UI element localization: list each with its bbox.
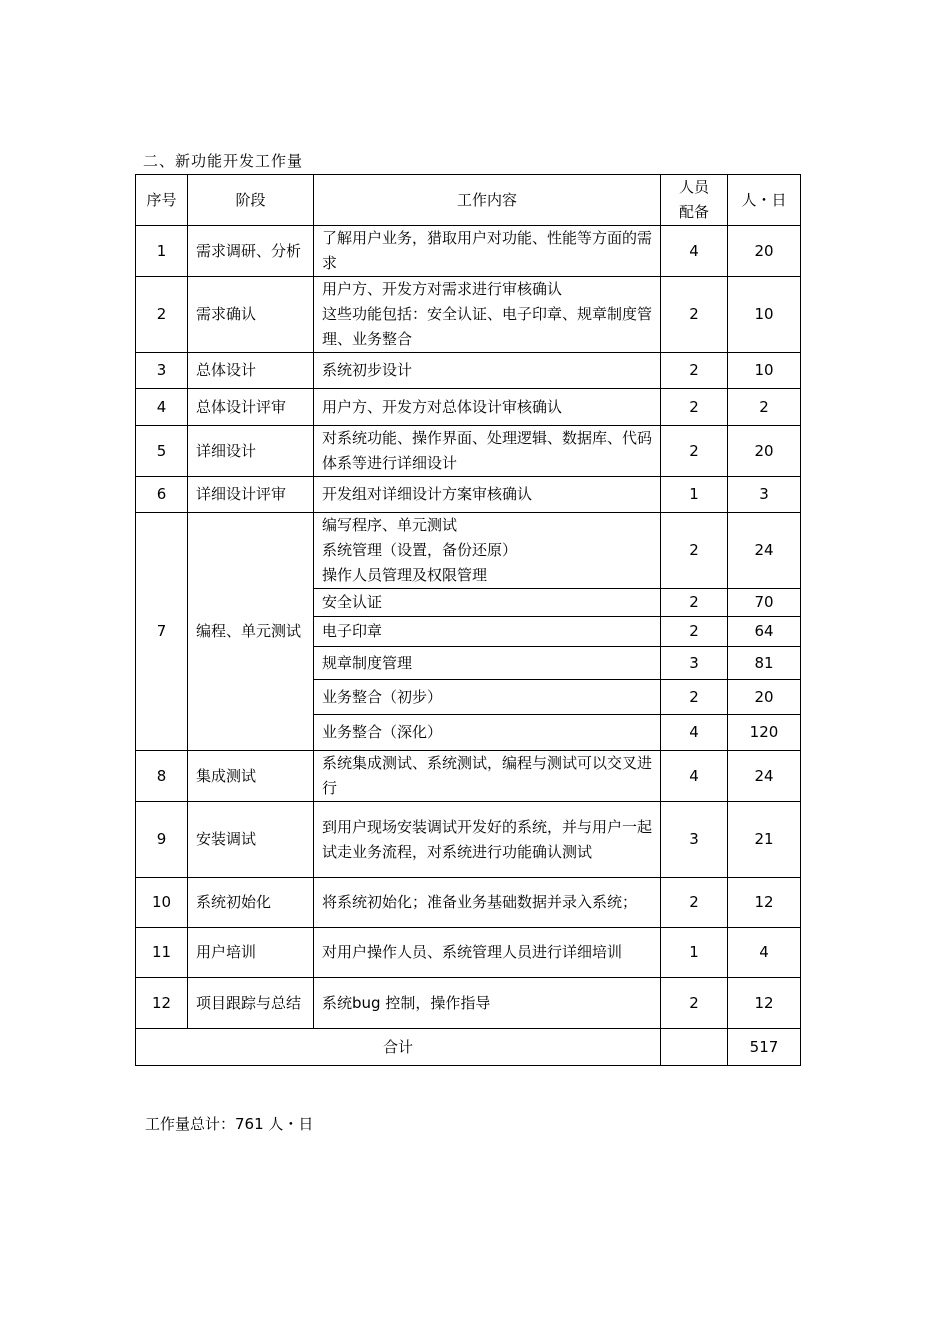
row-no: 9 — [136, 802, 188, 878]
row-stage: 系统初始化 — [188, 878, 314, 928]
row-no: 1 — [136, 226, 188, 277]
row-content: 用户方、开发方对需求进行审核确认 这些功能包括：安全认证、电子印章、规章制度管理、业务整合 — [314, 277, 661, 353]
workload-table — [135, 174, 801, 1066]
row-staff: 1 — [661, 928, 728, 978]
row-stage: 需求调研、分析 — [188, 226, 314, 277]
row-no: 6 — [136, 477, 188, 513]
row-staff: 1 — [661, 477, 728, 513]
row-staff: 2 — [661, 389, 728, 426]
row-stage: 详细设计评审 — [188, 477, 314, 513]
header-no: 序号 — [136, 175, 188, 226]
row-content: 用户方、开发方对总体设计审核确认 — [314, 389, 661, 426]
row-days: 20 — [728, 680, 801, 715]
row-days: 2 — [728, 389, 801, 426]
row-staff: 4 — [661, 715, 728, 751]
row-days: 70 — [728, 589, 801, 617]
header-staff: 人员 配备 — [661, 175, 728, 226]
table-row — [136, 277, 801, 353]
row-no: 12 — [136, 978, 188, 1029]
row-no: 8 — [136, 751, 188, 802]
header-stage: 阶段 — [188, 175, 314, 226]
row-staff: 2 — [661, 426, 728, 477]
row-stage: 详细设计 — [188, 426, 314, 477]
row-content: 对系统功能、操作界面、处理逻辑、数据库、代码体系等进行详细设计 — [314, 426, 661, 477]
row-days: 81 — [728, 647, 801, 680]
row-content: 规章制度管理 — [314, 647, 661, 680]
row-days: 4 — [728, 928, 801, 978]
row-days: 24 — [728, 513, 801, 589]
workload-total: 工作量总计：761 人・日 — [145, 1115, 314, 1133]
row-content: 业务整合（深化） — [314, 715, 661, 751]
row-content: 安全认证 — [314, 589, 661, 617]
table-row — [136, 226, 801, 277]
table-row — [136, 978, 801, 1029]
total-days: 517 — [728, 1029, 801, 1066]
row-days: 3 — [728, 477, 801, 513]
row-days: 64 — [728, 617, 801, 647]
row-staff: 3 — [661, 647, 728, 680]
row-content: 电子印章 — [314, 617, 661, 647]
table-row — [136, 513, 801, 589]
table-row — [136, 751, 801, 802]
row-no: 5 — [136, 426, 188, 477]
row-stage: 用户培训 — [188, 928, 314, 978]
row-content: 业务整合（初步） — [314, 680, 661, 715]
row-stage: 编程、单元测试 — [188, 513, 314, 751]
table-row — [136, 477, 801, 513]
row-staff: 2 — [661, 277, 728, 353]
table-row — [136, 353, 801, 389]
row-staff: 2 — [661, 353, 728, 389]
row-days: 10 — [728, 277, 801, 353]
row-days: 24 — [728, 751, 801, 802]
row-content: 开发组对详细设计方案审核确认 — [314, 477, 661, 513]
row-content: 系统集成测试、系统测试，编程与测试可以交叉进行 — [314, 751, 661, 802]
table-row — [136, 426, 801, 477]
row-staff: 2 — [661, 513, 728, 589]
row-stage: 项目跟踪与总结 — [188, 978, 314, 1029]
row-stage: 需求确认 — [188, 277, 314, 353]
row-no: 11 — [136, 928, 188, 978]
row-no: 7 — [136, 513, 188, 751]
row-staff: 2 — [661, 680, 728, 715]
row-staff: 2 — [661, 589, 728, 617]
row-content: 将系统初始化；准备业务基础数据并录入系统； — [314, 878, 661, 928]
row-content: 系统bug 控制，操作指导 — [314, 978, 661, 1029]
table-row — [136, 928, 801, 978]
table-row — [136, 389, 801, 426]
header-days: 人・日 — [728, 175, 801, 226]
row-stage: 总体设计评审 — [188, 389, 314, 426]
row-stage: 安装调试 — [188, 802, 314, 878]
total-row — [136, 1029, 801, 1066]
row-content: 系统初步设计 — [314, 353, 661, 389]
row-staff: 2 — [661, 978, 728, 1029]
total-label: 合计 — [136, 1029, 661, 1066]
row-staff: 4 — [661, 751, 728, 802]
header-row — [136, 175, 801, 226]
row-days: 21 — [728, 802, 801, 878]
row-days: 12 — [728, 878, 801, 928]
total-staff — [661, 1029, 728, 1066]
row-days: 120 — [728, 715, 801, 751]
row-content: 对用户操作人员、系统管理人员进行详细培训 — [314, 928, 661, 978]
row-no: 2 — [136, 277, 188, 353]
row-content: 了解用户业务，猎取用户对功能、性能等方面的需求 — [314, 226, 661, 277]
row-stage: 总体设计 — [188, 353, 314, 389]
row-staff: 4 — [661, 226, 728, 277]
row-stage: 集成测试 — [188, 751, 314, 802]
row-days: 12 — [728, 978, 801, 1029]
row-no: 10 — [136, 878, 188, 928]
row-content: 编写程序、单元测试 系统管理（设置，备份还原） 操作人员管理及权限管理 — [314, 513, 661, 589]
row-no: 3 — [136, 353, 188, 389]
row-staff: 2 — [661, 878, 728, 928]
row-days: 10 — [728, 353, 801, 389]
row-days: 20 — [728, 226, 801, 277]
header-content: 工作内容 — [314, 175, 661, 226]
table-row — [136, 878, 801, 928]
row-content: 到用户现场安装调试开发好的系统，并与用户一起试走业务流程，对系统进行功能确认测试 — [314, 802, 661, 878]
row-no: 4 — [136, 389, 188, 426]
row-staff: 3 — [661, 802, 728, 878]
row-days: 20 — [728, 426, 801, 477]
table-row — [136, 802, 801, 878]
row-staff: 2 — [661, 617, 728, 647]
section-title: 二、新功能开发工作量 — [143, 152, 304, 170]
